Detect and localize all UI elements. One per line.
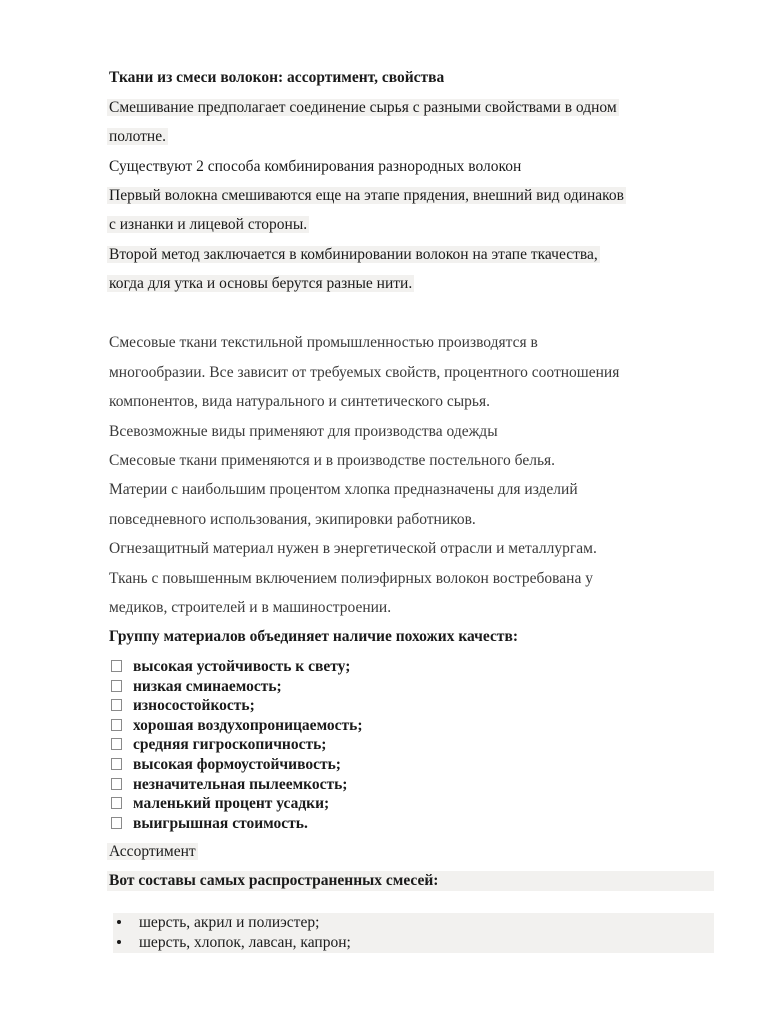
paragraph-production-line3: компонентов, вида натурального и синтетического сырья. <box>109 393 490 410</box>
compositions-heading: Вот составы самых распространенных смесей: <box>109 872 439 889</box>
quality-item: хорошая воздухопроницаемость; <box>109 716 363 736</box>
assortment-label: Ассортимент <box>109 843 196 860</box>
checkbox-icon <box>111 797 122 809</box>
paragraph-polyester-line2: медиков, строителей и в машиностроении. <box>109 599 392 616</box>
qualities-heading: Группу материалов объединяет наличие похожих качеств: <box>109 628 519 645</box>
paragraph-first-method-line1: Первый волокна смешиваются еще на этапе прядения, внешний вид одинаков <box>109 187 624 204</box>
checkbox-icon <box>111 738 122 750</box>
paragraph-polyester-line1: Ткань с повышенным включением полиэфирных волокон востребована у <box>109 570 593 587</box>
paragraph-second-method-line1: Второй метод заключается в комбинировании волокон на этапе ткачества, <box>109 246 598 263</box>
paragraph-methods: Существуют 2 способа комбинирования разнородных волокон <box>109 158 522 175</box>
checkbox-icon <box>111 660 122 672</box>
checkbox-icon <box>111 778 122 790</box>
checkbox-icon <box>111 758 122 770</box>
paragraph-cotton-line2: повседневного использования, экипировки работников. <box>109 511 476 528</box>
paragraph-fireproof: Огнезащитный материал нужен в энергетической отрасли и металлургам. <box>109 540 597 557</box>
composition-item: шерсть, хлопок, лавсан, капрон; <box>113 933 714 953</box>
bullet-icon <box>117 920 121 924</box>
quality-item: выигрышная стоимость. <box>109 814 363 834</box>
quality-item: незначительная пылеемкость; <box>109 775 363 795</box>
checkbox-icon <box>111 680 122 692</box>
qualities-list <box>109 657 363 833</box>
quality-item: износостойкость; <box>109 696 363 716</box>
quality-item: средняя гигроскопичность; <box>109 735 363 755</box>
paragraph-production-line2: многообразии. Все зависит от требуемых свойств, процентного соотношения <box>109 364 620 381</box>
paragraph-cotton-line1: Материи с наибольшим процентом хлопка предназначены для изделий <box>109 481 578 498</box>
paragraph-clothing: Всевозможные виды применяют для производства одежды <box>109 423 498 440</box>
checkbox-icon <box>111 817 122 829</box>
paragraph-production-line1: Смесовые ткани текстильной промышленностью производятся в <box>109 334 538 351</box>
checkbox-icon <box>111 699 122 711</box>
quality-item: высокая формоустойчивость; <box>109 755 363 775</box>
paragraph-bedding: Смесовые ткани применяются и в производстве постельного белья. <box>109 452 556 469</box>
paragraph-second-method-line2: когда для утка и основы берутся разные нити. <box>109 275 413 292</box>
paragraph-mixing-line2: полотне. <box>109 128 166 145</box>
composition-item: шерсть, акрил и полиэстер; <box>113 913 714 933</box>
paragraph-first-method-line2: с изнанки и лицевой стороны. <box>109 216 308 233</box>
quality-item: низкая сминаемость; <box>109 677 363 697</box>
compositions-list <box>113 913 714 953</box>
quality-item: маленький процент усадки; <box>109 794 363 814</box>
bullet-icon <box>117 940 121 944</box>
paragraph-mixing-line1: Смешивание предполагает соединение сырья с разными свойствами в одном <box>109 99 617 116</box>
document-title: Ткани из смеси волокон: ассортимент, свойства <box>109 69 445 86</box>
checkbox-icon <box>111 719 122 731</box>
quality-item: высокая устойчивость к свету; <box>109 657 363 677</box>
